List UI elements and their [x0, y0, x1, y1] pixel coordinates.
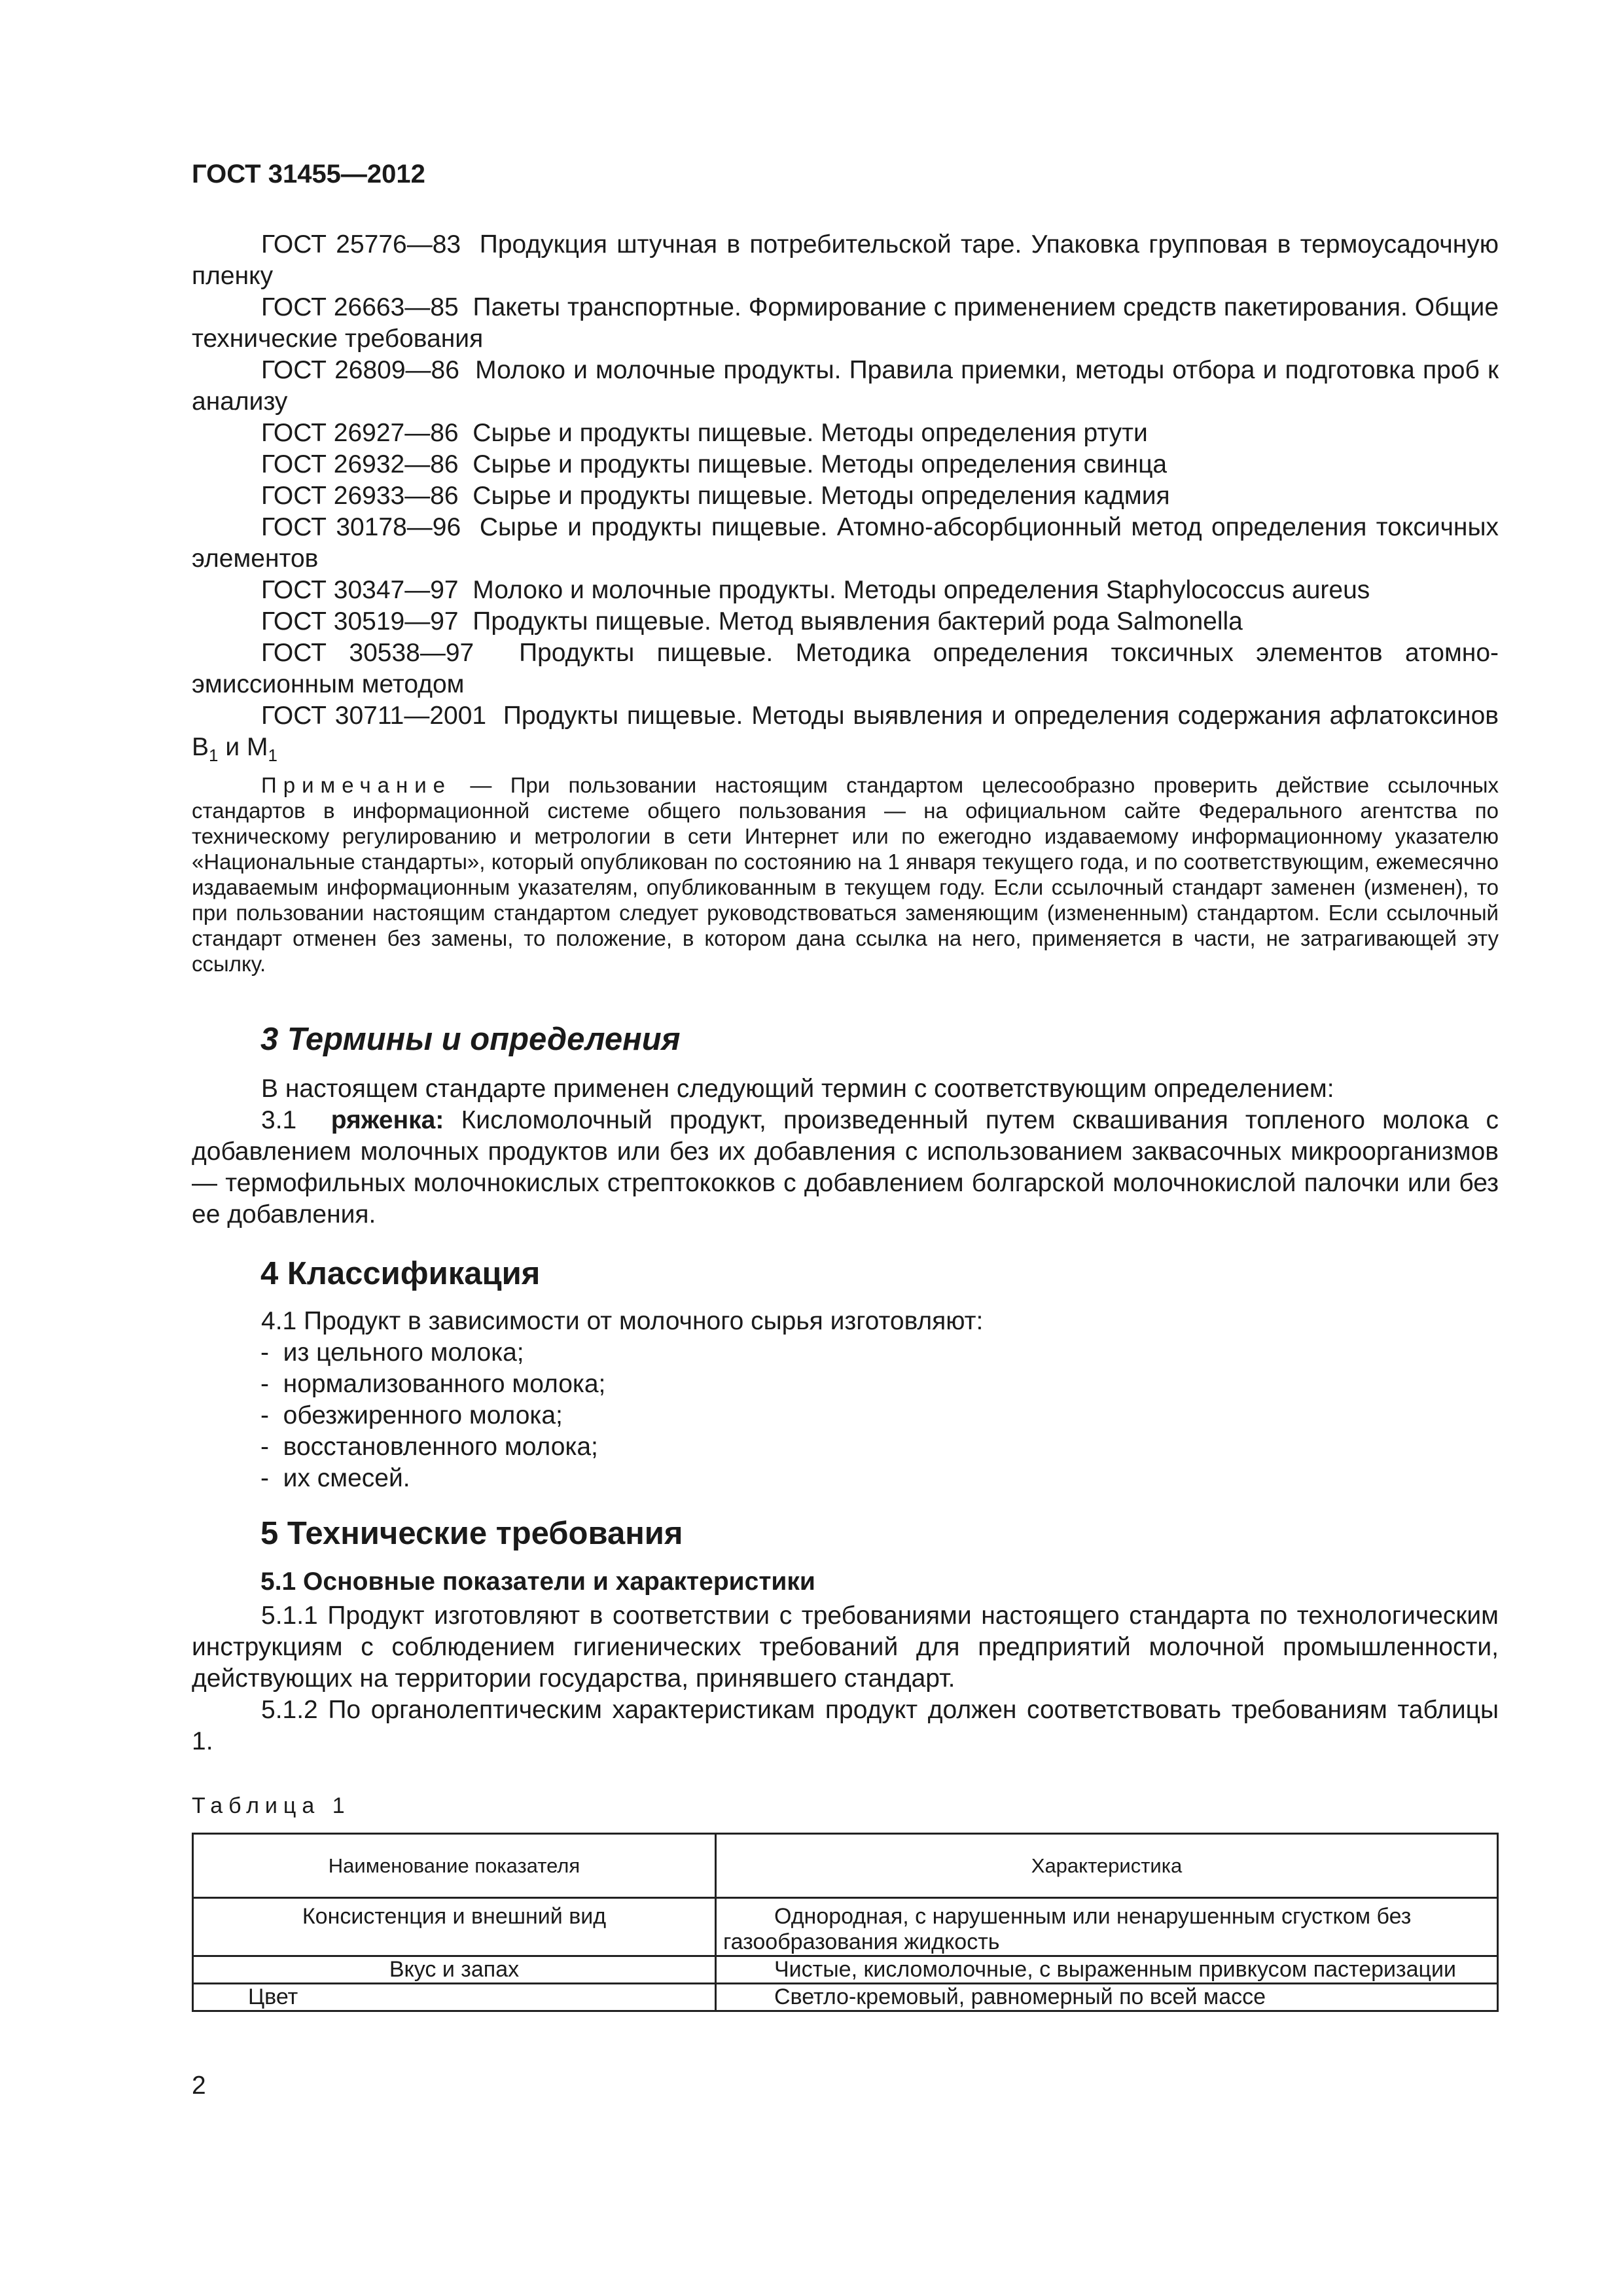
note-text: — При пользовании настоящим стандартом целесообразно проверить действие ссылочных стандартов в информационной системе общего пользования — на официальном сайте Федерального агентства по техническому регулированию и метрологии в сети Интернет или по ежегодно издаваемому информационному указателю «Национальные стандарты», который опубликован по состоянию на 1 января текущего года, и по соответствующим, ежемесячно издаваемым информационным указателям, опубликованным в текущем году. Если ссылочный стандарт заменен (изменен), то при пользовании настоящим стандартом следует руководствоваться заменяющим (измененным) стандартом. Если ссылочный стандарт отменен без замены, то положение, в котором дана ссылка на него, применяется в части, не затрагивающей эту ссылку.: [192, 773, 1499, 976]
list-item: - обезжиренного молока;: [260, 1401, 563, 1429]
reference-item: ГОСТ 30538—97 Продукты пищевые. Методика определения токсичных элементов атомно-эмиссионным методом: [192, 639, 1499, 698]
list-item: - восстановленного молока;: [260, 1433, 598, 1461]
list-item: - их смесей.: [260, 1464, 410, 1492]
characteristics-table: [192, 1833, 1499, 2012]
table-header-cell: Наименование показателя: [193, 1834, 716, 1898]
reference-item: ГОСТ 30347—97 Молоко и молочные продукты. Методы определения Staphylococcus aureus: [261, 576, 1370, 604]
reference-item: ГОСТ 26932—86 Сырье и продукты пищевые. Методы определения свинца: [261, 450, 1168, 478]
reference-item: ГОСТ 26809—86 Молоко и молочные продукты. Правила приемки, методы отбора и подготовка проб к анализу: [192, 356, 1499, 416]
table-cell: Однородная, с нарушенным или ненарушенным сгустком без газообразования жидкость: [716, 1898, 1498, 1956]
reference-item: ГОСТ 30178—96 Сырье и продукты пищевые. Атомно-абсорбционный метод определения токсичных элементов: [192, 513, 1499, 573]
list-item: - из цельного молока;: [260, 1338, 524, 1367]
note-label: Примечание: [261, 773, 452, 797]
page-number: 2: [192, 2072, 206, 2100]
section-4-intro: 4.1 Продукт в зависимости от молочного сырья изготовляют:: [261, 1307, 984, 1335]
note-paragraph: [192, 772, 1499, 977]
reference-item: ГОСТ 30711—2001 Продукты пищевые. Методы выявления и определения содержания афлатоксинов $B_1$ и $M_1$: [192, 702, 1499, 765]
document-code-header: ГОСТ 31455—2012: [192, 160, 425, 188]
classification-list: [260, 1337, 605, 1494]
subsection-5-1-title: 5.1 Основные показатели и характеристики: [260, 1568, 815, 1596]
paragraph-5-1-1: 5.1.1 Продукт изготовляют в соответствии с требованиями настоящего стандарта по технологическим инструкциям с соблюдением гигиенических требований для предприятий молочной промышленности, действующих на территории государства, принявшего стандарт.: [192, 1602, 1499, 1693]
section-3-body: [192, 1073, 1499, 1230]
table-cell: Цвет: [193, 1984, 716, 2011]
table-header-row: [193, 1834, 1498, 1898]
list-item: - нормализованного молока;: [260, 1370, 606, 1398]
table-caption: Таблица 1: [192, 1793, 351, 1818]
references-list: [192, 229, 1499, 771]
reference-item: ГОСТ 26663—85 Пакеты транспортные. Формирование с применением средств пакетирования. Общие технические требования: [192, 293, 1499, 353]
section-5-body: [192, 1600, 1499, 1757]
reference-item: ГОСТ 26933—86 Сырье и продукты пищевые. Методы определения кадмия: [261, 482, 1170, 510]
table-cell: Чистые, кисломолочные, с выраженным привкусом пастеризации: [716, 1956, 1498, 1984]
table-row: [193, 1898, 1498, 1956]
table-cell: Консистенция и внешний вид: [193, 1898, 716, 1956]
table-row: [193, 1956, 1498, 1984]
section-5-title: 5 Технические требования: [260, 1516, 683, 1551]
reference-item: ГОСТ 25776—83 Продукция штучная в потребительской таре. Упаковка групповая в термоусадочную пленку: [192, 230, 1499, 290]
table-header-cell: Характеристика: [716, 1834, 1498, 1898]
section-3-title: 3 Термины и определения: [260, 1022, 681, 1057]
paragraph-5-1-2: 5.1.2 По органолептическим характеристикам продукт должен соответствовать требованиям таблицы 1.: [192, 1696, 1499, 1755]
section-4-title: 4 Классификация: [260, 1256, 541, 1291]
term-definition: 3.1 ряженка: Кисломолочный продукт, произведенный путем сквашивания топленого молока с добавлением молочных продуктов или без их добавления с использованием заквасочных микроорганизмов — термофильных молочнокислых стрептококков с добавлением болгарской молочнокислой палочки или без ее добавления.: [192, 1106, 1499, 1229]
reference-item: ГОСТ 30519—97 Продукты пищевые. Метод выявления бактерий рода Salmonella: [261, 607, 1243, 636]
term: ряженка:: [330, 1106, 444, 1134]
reference-item: ГОСТ 26927—86 Сырье и продукты пищевые. Методы определения ртути: [261, 419, 1148, 447]
section-3-intro: В настоящем стандарте применен следующий термин с соответствующим определением:: [261, 1075, 1334, 1103]
table-cell: Вкус и запах: [193, 1956, 716, 1984]
table-cell: Светло-кремовый, равномерный по всей массе: [716, 1984, 1498, 2011]
table-row: [193, 1984, 1498, 2011]
